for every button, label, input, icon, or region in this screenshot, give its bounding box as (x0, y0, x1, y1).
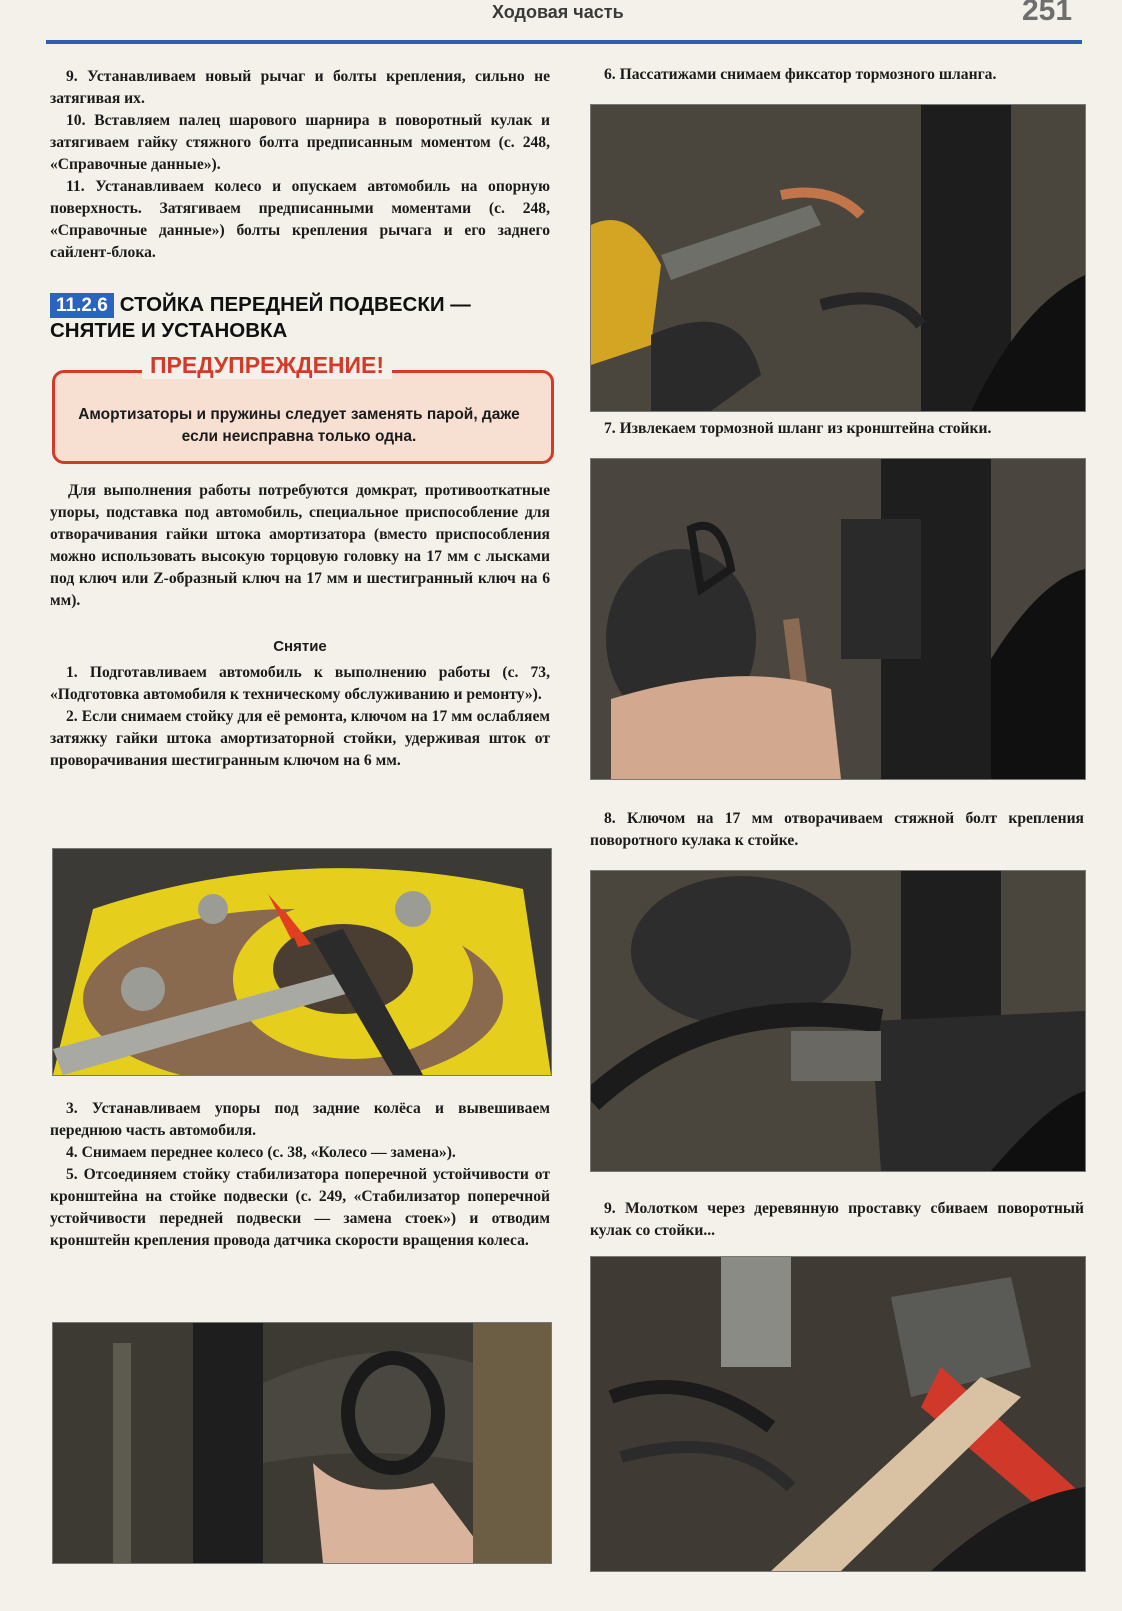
step-4: 4. Снимаем переднее колесо (с. 38, «Колесо — замена»). (66, 1144, 456, 1161)
section-number: 11.2.6 (50, 293, 114, 318)
caption-step-9: 9. Молотком через деревянную проставку сбиваем поворотный кулак со стойки... (590, 1200, 1084, 1239)
photo-brake-hose-clip (590, 104, 1086, 412)
caption-step-7: 7. Извлекаем тормозной шланг из кронштейна стойки. (604, 420, 992, 437)
photo-clamp-bolt (590, 870, 1086, 1172)
step-2: 2. Если снимаем стойку для её ремонта, ключом на 17 мм ослабляем затяжку гайки штока амортизаторной стойки, удерживая шток от проворачивания шестигранным ключом на 6 мм. (50, 708, 550, 769)
removal-subheading: Снятие (273, 638, 327, 655)
warning-text: Амортизаторы и пружины следует заменять парой, даже если неисправна только одна. (78, 406, 520, 445)
page-number: 251 (1022, 0, 1073, 27)
photo-stabilizer-link (52, 1322, 552, 1564)
steps-after-photo (50, 1098, 550, 1252)
photo-hammer-knuckle (590, 1256, 1086, 1572)
section-heading (50, 292, 550, 343)
warning-title: ПРЕДУПРЕЖДЕНИЕ! (142, 352, 392, 379)
step-1: 1. Подготавливаем автомобиль к выполнению работы (с. 73, «Подготовка автомобиля к техническому обслуживанию и ремонту»). (50, 664, 550, 703)
header-divider (46, 40, 1082, 44)
section-title: СТОЙКА ПЕРЕДНЕЙ ПОДВЕСКИ — СНЯТИЕ И УСТАНОВКА (50, 293, 471, 342)
step-9: 9. Устанавливаем новый рычаг и болты крепления, сильно не затягивая их. (50, 68, 550, 107)
caption-step-8: 8. Ключом на 17 мм отворачиваем стяжной болт крепления поворотного кулака к стойке. (590, 810, 1084, 849)
steps-removal (50, 662, 550, 772)
step-3: 3. Устанавливаем упоры под задние колёса и вывешиваем переднюю часть автомобиля. (50, 1100, 550, 1139)
chapter-title: Ходовая часть (492, 2, 624, 22)
caption-step-6: 6. Пассатижами снимаем фиксатор тормозного шланга. (604, 66, 997, 83)
step-10: 10. Вставляем палец шарового шарнира в поворотный кулак и затягиваем гайку стяжного болта предписанным моментом (с. 248, «Справочные данные»). (50, 112, 550, 173)
photo-brake-hose-bracket (590, 458, 1086, 780)
steps-top (50, 66, 550, 264)
step-11: 11. Устанавливаем колесо и опускаем автомобиль на опорную поверхность. Затягиваем предписанными моментами (с. 248, «Справочные данные») болты крепления рычага и его заднего сайлент-блока. (50, 178, 550, 261)
photo-strut-mount (52, 848, 552, 1076)
tools-intro: Для выполнения работы потребуются домкрат, противооткатные упоры, подставка под автомобиль, специальное приспособление для отворачивания гайки штока амортизатора (вместо приспособления можно использовать высокую торцовую головку на 17 мм с лысками под ключ или Z-образный ключ на 17 мм и шестигранный ключ на 6 мм). (50, 482, 550, 609)
step-5: 5. Отсоединяем стойку стабилизатора поперечной устойчивости от кронштейна на стойке подвески (с. 249, «Стабилизатор поперечной устойчивости передней подвески — замена стоек») и отводим кронштейн крепления провода датчика скорости вращения колеса. (50, 1166, 550, 1249)
